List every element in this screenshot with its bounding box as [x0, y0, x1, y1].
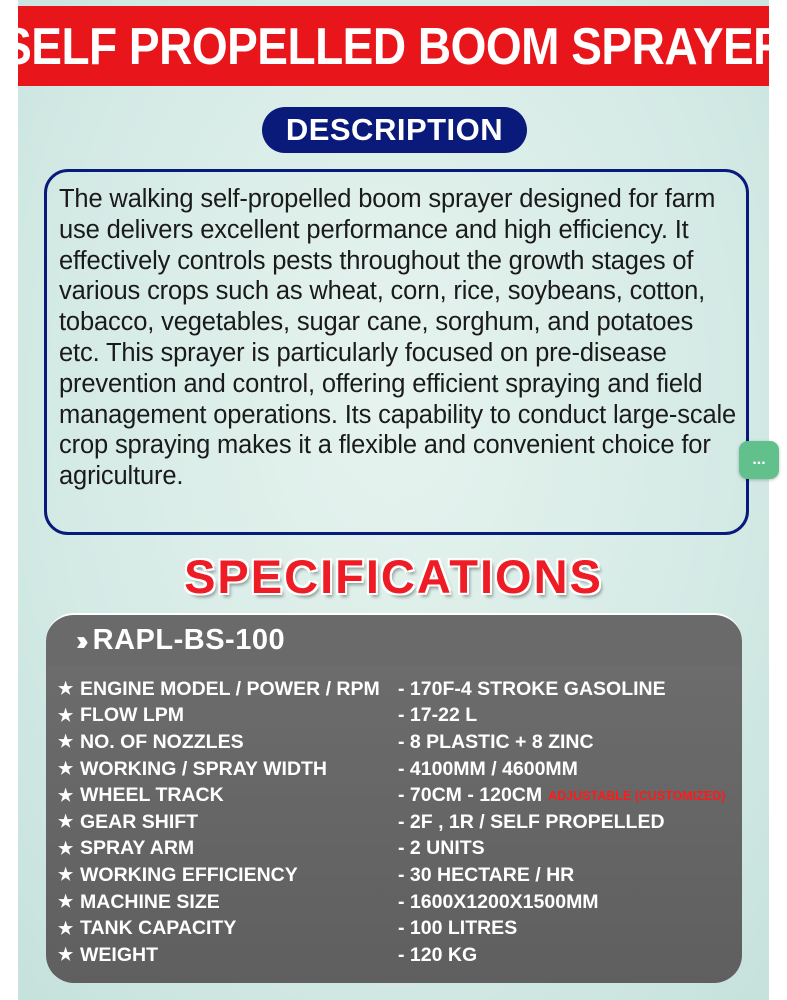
spec-row [58, 676, 738, 703]
spec-label: WORKING / SPRAY WIDTH [80, 757, 328, 780]
spec-value: - 2 UNITS [398, 837, 485, 860]
spec-value: - 70CM - 120CM [398, 784, 543, 807]
spec-row [58, 782, 738, 809]
star-bullet-icon: ★ [58, 892, 74, 912]
right-border [769, 0, 787, 1000]
model-name: RAPL-BS-100 [92, 624, 286, 656]
spec-label: WORKING EFFICIENCY [80, 863, 298, 886]
spec-value: - 2F , 1R / SELF PROPELLED [398, 810, 665, 833]
star-bullet-icon: ★ [58, 732, 74, 752]
spec-row [58, 889, 738, 916]
specifications-heading: SPECIFICATIONS [184, 549, 603, 603]
description-text: The walking self-propelled boom sprayer designed for farm use delivers excellent performance and high efficiency. It effectively controls pests throughout the growth stages of various crops such as wheat, corn, rice, soybeans, cotton, tobacco, vegetables, sugar cane, sorghum, and potatoes etc. This sprayer is particularly focused on pre-disease prevention and control, offering efficient spraying and field management operations. Its capability to conduct large-scale crop spraying makes it a flexible and convenient choice for agriculture. [59, 185, 737, 491]
more-dots-icon: ... [752, 451, 766, 468]
more-options-button[interactable] [739, 441, 779, 479]
specifications-list [58, 676, 738, 969]
star-bullet-icon: ★ [58, 865, 74, 885]
spec-label: FLOW LPM [80, 704, 184, 727]
spec-row [58, 756, 738, 783]
star-bullet-icon: ★ [58, 838, 74, 858]
spec-label: MACHINE SIZE [80, 890, 220, 913]
spec-row [58, 836, 738, 863]
title-banner [1, 6, 786, 86]
spec-value: - 4100MM / 4600MM [398, 757, 578, 780]
star-bullet-icon: ★ [58, 945, 74, 965]
spec-value: - 30 HECTARE / HR [398, 863, 575, 886]
description-heading: DESCRIPTION [285, 112, 504, 147]
star-bullet-icon: ★ [58, 759, 74, 779]
star-bullet-icon: ★ [58, 918, 74, 938]
description-heading-pill [262, 107, 527, 153]
spec-label: WHEEL TRACK [80, 784, 224, 807]
double-chevron-right-icon: ›› [76, 624, 83, 656]
spec-note: ADJUSTABLE (CUSTOMIZED) [548, 788, 726, 803]
spec-value: - 170F-4 STROKE GASOLINE [398, 677, 666, 700]
spec-label: SPRAY ARM [80, 837, 195, 860]
spec-value: - 8 PLASTIC + 8 ZINC [398, 730, 594, 753]
spec-row [58, 915, 738, 942]
spec-label: WEIGHT [80, 943, 158, 966]
star-bullet-icon: ★ [58, 785, 74, 805]
specifications-heading-wrap [0, 545, 787, 607]
spec-row [58, 942, 738, 969]
spec-value: - 100 LITRES [398, 917, 518, 940]
spec-row [58, 703, 738, 730]
spec-value: - 17-22 L [398, 704, 478, 727]
spec-label: ENGINE MODEL / POWER / RPM [80, 677, 380, 700]
star-bullet-icon: ★ [58, 679, 74, 699]
model-header [46, 613, 742, 666]
star-bullet-icon: ★ [58, 705, 74, 725]
spec-row [58, 862, 738, 889]
spec-row [58, 809, 738, 836]
spec-label: TANK CAPACITY [80, 917, 237, 940]
spec-value: - 120 KG [398, 943, 478, 966]
spec-row [58, 729, 738, 756]
page-title: SELF PROPELLED BOOM SPRAYER [1, 16, 786, 76]
spec-label: NO. OF NOZZLES [80, 730, 244, 753]
description-box [44, 169, 749, 535]
spec-value: - 1600X1200X1500MM [398, 890, 599, 913]
spec-label: GEAR SHIFT [80, 810, 199, 833]
star-bullet-icon: ★ [58, 812, 74, 832]
left-border [0, 0, 18, 1000]
